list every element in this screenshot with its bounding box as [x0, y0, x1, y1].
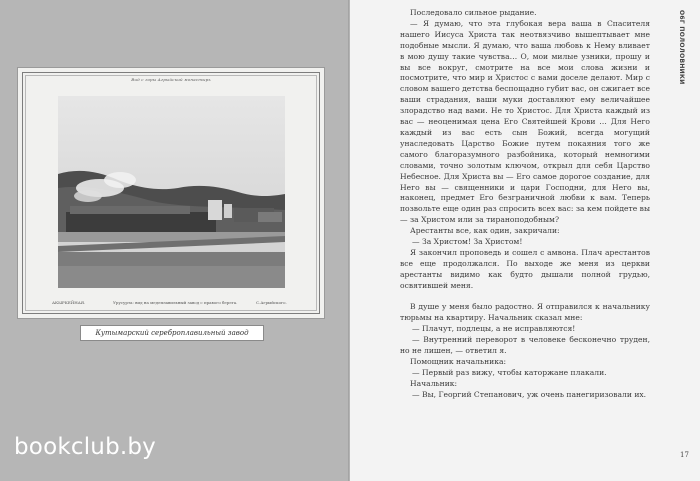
paragraph: — Первый раз вижу, чтобы каторжане плакали.: [412, 367, 607, 377]
paragraph: Последовало сильное рыдание.: [410, 8, 537, 17]
paragraph: — Вы, Георгий Степанович, уж очень панегиризовали их.: [412, 389, 647, 399]
paragraph: — За Христом! За Христом!: [412, 237, 523, 247]
photo-caption-right: С.Агрыйского.: [256, 300, 287, 305]
paragraph: Помощник начальника:: [410, 356, 507, 366]
paragraph: — Я думаю, что эта глубокая вера ваша в Спасителя нашего Иисуса Христа так неотвязчиво вышептывает мне подобные мысли. Я думаю, что ваша любовь к Нему вливает в мою душу такие чувства… О, мои милые узники, прошу и вы все вокруг, смотрите на все мои слова жизни и посмотрите, что мир и Христос с вами доселе делают. Мир с словом вашего детства беспощадно губит вас, он сжигает все ваши страдания, ваши муки доставляют ему величайшее злорадство над вами. Не то Христос. Для Христа каждый из вас — неоценимая цена Его Святейшей Крови … Для Него каждый из вас есть сын Божий, всегда могущий унаследовать Царство Божие путем покаяния того же самого благоразумного разбойника, который немногими словами, точно золотым ключом, открыл для себя Царство Небесное. Для Христа вы — Его самое дорогое создание, для Него вы — священники и цари Господни, для Него вы, наконец, предмет Его безграничной любви к вам. Теперь позвольте еще один раз спросить всех вас: за кем пойдете вы — за Христом или за тираноподобным?: [400, 18, 651, 225]
running-head: О6Г ПОЛОЛОВНИКИ: [678, 10, 685, 85]
paragraph: Начальник:: [410, 378, 458, 388]
paragraph: В душе у меня было радостно. Я отправился к начальнику тюрьмы на квартиру. Начальник сказал мне:: [400, 302, 650, 323]
body-text: [400, 8, 650, 401]
paragraph: Я закончил проповедь и сошел с амвона. Плач арестантов все еще продолжался. По выходе же меня из церкви арестанты видимо как будто дышали полной грудью, освятившей меня.: [400, 247, 650, 290]
paragraph: — Плачут, подлецы, а не исправляются!: [412, 324, 576, 334]
paragraph: — Внутренний переворот в человеке бесконечно труден, но не лишен, — ответил я.: [400, 335, 650, 356]
page-number: 17: [680, 451, 689, 459]
photo-plate: [18, 68, 324, 318]
historic-photo: [58, 96, 285, 288]
plate-caption: Кутымарский сереброплавильный завод: [80, 325, 264, 341]
photo-caption-center: Урусурта: вид на медеплавильный завод с правого берега.: [113, 300, 238, 305]
paragraph: Арестанты все, как один, закричали:: [410, 226, 560, 236]
photo-caption-left: АКЫРКЕЙНАЯ.: [52, 300, 86, 305]
watermark-logo: bookclub.by: [14, 434, 156, 460]
photo-header: Вид с горы Агрыйский монастырь: [131, 77, 211, 82]
